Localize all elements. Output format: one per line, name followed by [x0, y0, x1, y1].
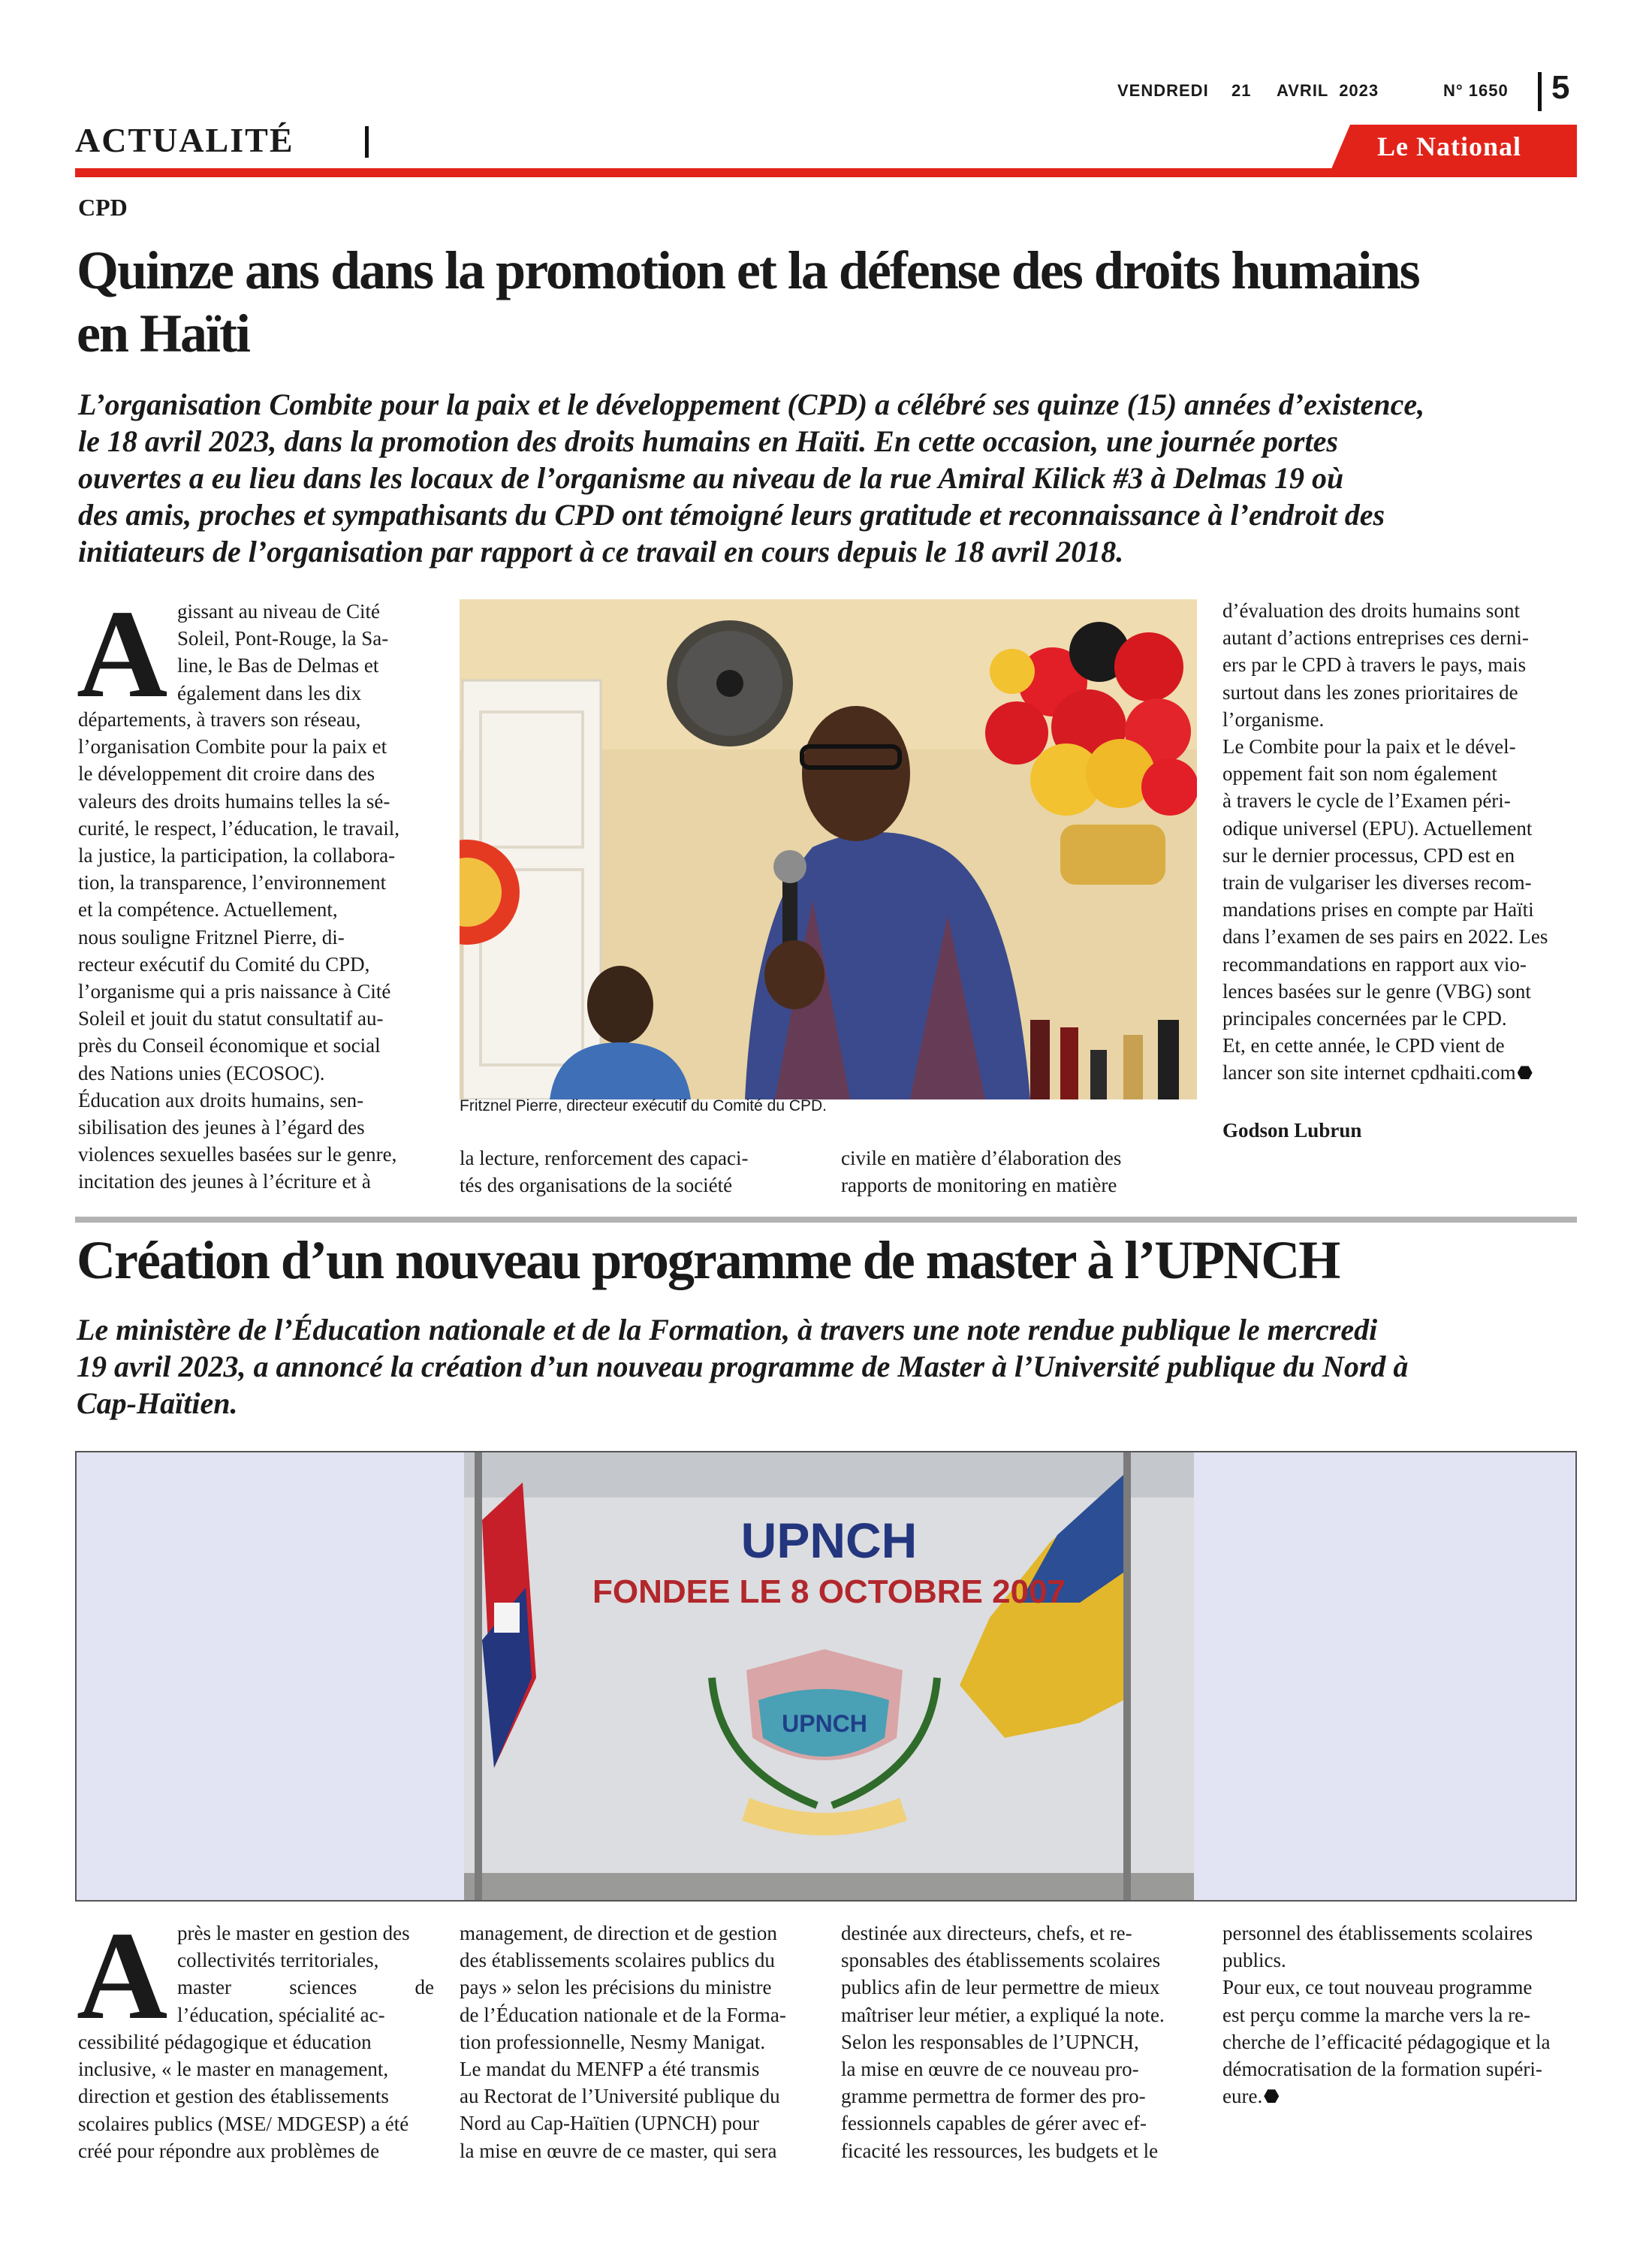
text-line: nous souligne Fritznel Pierre, di- — [78, 925, 345, 949]
article1-kicker: CPD — [78, 194, 128, 221]
text-line: violences sexuelles basées sur le genre, — [78, 1143, 397, 1166]
text-line: près du Conseil économique et social — [78, 1034, 381, 1057]
text-line: Et, en cette année, le CPD vient de — [1222, 1034, 1505, 1057]
text-line-content: lancer son site internet cpdhaiti.com — [1222, 1061, 1516, 1084]
text-line: line, le Bas de Delmas et — [177, 654, 379, 677]
text-line: recteur exécutif du Comité du CPD, — [78, 952, 370, 976]
article1-column1-top — [177, 598, 434, 707]
text-line: Le Combite pour la paix et le dével- — [1222, 735, 1516, 759]
article2-lead — [77, 1311, 1578, 1422]
text-line: Selon les responsables de l’UPNCH, — [841, 2030, 1139, 2053]
text-line: créé pour répondre aux problèmes de — [78, 2139, 380, 2162]
sign-line1: UPNCH — [740, 1513, 918, 1568]
text-line: la mise en œuvre de ce master, qui sera — [460, 2139, 777, 2162]
text-line: la mise en œuvre de ce nouveau pro- — [841, 2058, 1139, 2081]
text-line: valeurs des droits humains telles la sé- — [78, 789, 390, 813]
text-line: sponsables des établissements scolaires — [841, 1949, 1161, 1972]
article2-dropcap: A — [77, 1906, 168, 2046]
text-line: de l’Éducation nationale et de la Forma- — [460, 2003, 786, 2026]
text-line: autant d’actions entreprises ces derni- — [1222, 626, 1529, 650]
text-line: management, de direction et de gestion — [460, 1922, 777, 1944]
article2-headline: Création d’un nouveau programme de master à l’UPNCH — [77, 1230, 1340, 1290]
text-line: personnel des établissements scolaires — [1222, 1922, 1533, 1944]
text-line: ficacité les ressources, les budgets et le — [841, 2139, 1159, 2162]
text-line — [1222, 2083, 1578, 2110]
text-line: Nord au Cap-Haïtien (UPNCH) pour — [460, 2112, 759, 2135]
issue-number: N° 1650 — [1443, 81, 1509, 100]
section-divider — [365, 126, 369, 158]
header-red-rule — [75, 168, 1577, 177]
sign-line2: FONDEE LE 8 OCTOBRE 2007 — [592, 1573, 1066, 1610]
text-line: lences basées sur le genre (VBG) sont — [1222, 979, 1531, 1003]
text-line: publics afin de leur permettre de mieux — [841, 1976, 1160, 1999]
newspaper-logo: Le National — [1377, 131, 1522, 161]
text-line: tés des organisations de la société — [460, 1174, 733, 1197]
text-line: départements, à travers son réseau, — [78, 708, 361, 731]
text-line: sibilisation des jeunes à l’égard des — [78, 1116, 365, 1139]
text-line-content: eure. — [1222, 2085, 1263, 2108]
speaker-photo-illustration — [460, 599, 1197, 1099]
lead-line: L’organisation Combite pour la paix et le développement (CPD) a célébré ses quinze (15) années d’existence, — [78, 388, 1425, 421]
text-line: le développement dit croire dans des — [78, 762, 375, 786]
text-line: Éducation aux droits humains, sen- — [78, 1088, 364, 1111]
text-line: fessionnels capables de gérer avec ef- — [841, 2112, 1147, 2135]
text-line: d’évaluation des droits humains sont — [1222, 599, 1520, 622]
text-line: odique universel (EPU). Actuellement — [1222, 816, 1533, 840]
page-number-divider — [1538, 72, 1542, 111]
text-line: au Rectorat de l’Université publique du — [460, 2085, 780, 2108]
text-line: Soleil, Pont-Rouge, la Sa- — [177, 627, 389, 650]
lead-line: 19 avril 2023, a annoncé la création d’un nouveau programme de Master à l’Université publique du Nord à — [77, 1350, 1409, 1383]
article1-lead — [78, 386, 1580, 570]
text-line: curité, le respect, l’éducation, le travail, — [78, 816, 400, 840]
upnch-wall-illustration — [464, 1452, 1194, 1900]
article1-headline-line: en Haïti — [77, 303, 249, 363]
text-line: maîtriser leur métier, a expliqué la note. — [841, 2003, 1165, 2026]
text-line: oppement fait son nom également — [1222, 762, 1497, 786]
text-line: destinée aux directeurs, chefs, et re- — [841, 1922, 1132, 1944]
text-line: collectivités territoriales, — [177, 1949, 379, 1972]
article2-column1 — [78, 2028, 434, 2164]
text-line: mandations prises en compte par Haïti — [1222, 898, 1534, 921]
text-line: des établissements scolaires publics du — [460, 1949, 775, 1972]
section-title: ACTUALITÉ — [75, 121, 294, 159]
article1-photo — [460, 599, 1197, 1099]
article1-dropcap: A — [77, 584, 168, 724]
text-line: cessibilité pédagogique et éducation — [78, 2031, 372, 2053]
text-line: cherche de l’efficacité pédagogique et la — [1222, 2030, 1551, 2053]
text-line: rapports de monitoring en matière — [841, 1174, 1117, 1197]
text-line: tion, la transparence, l’environnement — [78, 871, 387, 894]
text-line: et la compétence. Actuellement, — [78, 898, 338, 921]
page-number: 5 — [1551, 69, 1570, 106]
article1-headline — [77, 239, 1578, 365]
text-line: civile en matière d’élaboration des — [841, 1147, 1122, 1169]
end-mark-icon — [1518, 1066, 1533, 1079]
text-line: sur le dernier processus, CPD est en — [1222, 843, 1515, 867]
text-line: l’éducation, spécialité ac- — [177, 2003, 385, 2026]
article2-column2 — [460, 1920, 815, 2164]
date-month-year: AVRIL 2023 — [1277, 81, 1379, 100]
text-line: gissant au niveau de Cité — [177, 600, 380, 623]
text-line: surtout dans les zones prioritaires de — [1222, 680, 1518, 704]
text-line: des Nations unies (ECOSOC). — [78, 1061, 325, 1084]
article1-column4 — [1222, 597, 1578, 1087]
text-line: publics. — [1222, 1949, 1286, 1972]
lead-line: le 18 avril 2023, dans la promotion des droits humains en Haïti. En cette occasion, une journée portes — [78, 424, 1338, 458]
text-line: recommandations en rapport aux vio- — [1222, 952, 1527, 976]
text-line: Soleil et jouit du statut consultatif au- — [78, 1007, 384, 1030]
text-line: l’organisme qui a pris naissance à Cité — [78, 980, 391, 1003]
text-line: à travers le cycle de l’Examen péri- — [1222, 789, 1511, 813]
text-line: l’organisme. — [1222, 707, 1325, 731]
text-line: Le mandat du MENFP a été transmis — [460, 2058, 760, 2081]
article-separator — [75, 1217, 1577, 1223]
text-line: inclusive, « le master en management, — [78, 2058, 389, 2081]
end-mark-icon — [1264, 2089, 1279, 2103]
text-line: incitation des jeunes à l’écriture et à — [78, 1170, 371, 1193]
text-line: train de vulgariser les diverses recom- — [1222, 871, 1532, 894]
article2-column3 — [841, 1920, 1197, 2164]
article2-photo — [464, 1452, 1194, 1900]
text-line: la lecture, renforcement des capaci- — [460, 1147, 749, 1169]
text-line: dans l’examen de ses pairs en 2022. Les — [1222, 925, 1548, 949]
article1-column1 — [78, 706, 434, 1196]
text-line: pays » selon les précisions du ministre — [460, 1976, 772, 1999]
text-line: démocratisation de la formation supéri- — [1222, 2058, 1542, 2081]
lead-line: ouvertes a eu lieu dans les locaux de l’organisme au niveau de la rue Amiral Kilick #3 à Delmas 19 où — [78, 461, 1344, 495]
text-line: master sciences de — [177, 1976, 434, 1999]
article1-column3 — [841, 1145, 1197, 1199]
text-line: principales concernées par le CPD. — [1222, 1007, 1507, 1030]
text-line: tion professionnelle, Nesmy Manigat. — [460, 2030, 766, 2053]
text-line: l’organisation Combite pour la paix et — [78, 735, 387, 759]
text-line: scolaires publics (MSE/ MDGESP) a été — [78, 2112, 409, 2135]
text-line: également dans les dix — [177, 681, 362, 704]
text-line: ers par le CPD à travers le pays, mais — [1222, 653, 1527, 677]
article2-column1-top — [177, 1920, 434, 2028]
text-line: est perçu comme la marche vers la re- — [1222, 2003, 1531, 2026]
lead-line: Cap-Haïtien. — [77, 1386, 238, 1420]
text-line: gramme permettra de former des pro- — [841, 2085, 1146, 2108]
lead-line: des amis, proches et sympathisants du CPD ont témoigné leurs gratitude et reconnaissance à l’endroit des — [78, 498, 1385, 532]
text-line: Pour eux, ce tout nouveau programme — [1222, 1976, 1533, 1999]
text-line: près le master en gestion des — [177, 1922, 410, 1944]
text-line — [1222, 1059, 1578, 1086]
article1-photo-caption: Fritznel Pierre, directeur exécutif du Comité du CPD. — [460, 1097, 828, 1114]
article1-headline-line: Quinze ans dans la promotion et la défense des droits humains — [77, 240, 1419, 300]
text-line: direction et gestion des établissements — [78, 2085, 389, 2108]
article1-byline: Godson Lubrun — [1222, 1119, 1362, 1142]
article1-column2 — [460, 1145, 815, 1199]
crest-label: UPNCH — [782, 1710, 867, 1737]
date-day: VENDREDI — [1117, 81, 1209, 100]
date-number: 21 — [1231, 81, 1252, 100]
article2-column4 — [1222, 1920, 1578, 2110]
text-line: la justice, la participation, la collabora- — [78, 844, 396, 867]
lead-line: Le ministère de l’Éducation nationale et de la Formation, à travers une note rendue publique le mercredi — [77, 1313, 1378, 1347]
lead-line: initiateurs de l’organisation par rapport à ce travail en cours depuis le 18 avril 2018. — [78, 535, 1124, 569]
